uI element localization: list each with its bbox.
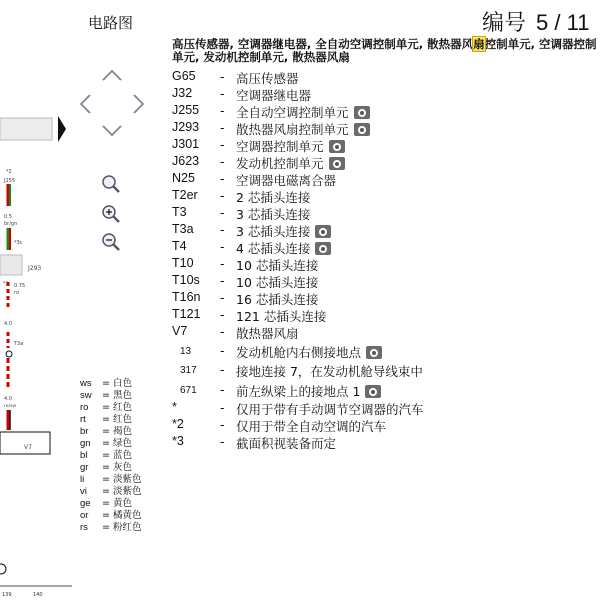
- color-legend-item: gr = 灰色: [80, 462, 132, 473]
- camera-icon[interactable]: [329, 157, 345, 170]
- legend-description: [236, 400, 424, 418]
- color-code: ge: [80, 498, 91, 509]
- legend-code: *2: [172, 417, 184, 431]
- legend-code: N25: [172, 171, 195, 185]
- ruler-label: 140: [33, 592, 43, 598]
- legend-row: [172, 86, 602, 103]
- color-legend-item: ro = 红色: [80, 402, 132, 413]
- legend-description: [236, 343, 382, 361]
- legend-code: T10s: [172, 273, 200, 287]
- diagram-label: T3a: [14, 341, 24, 347]
- legend-dash: -: [220, 343, 225, 358]
- legend-dash: -: [220, 171, 225, 186]
- color-legend-item: gn = 绿色: [80, 438, 132, 449]
- legend-row: [172, 256, 602, 273]
- color-name: 褐色: [112, 426, 132, 437]
- legend-row: [172, 307, 602, 324]
- legend-description: [236, 324, 299, 342]
- diagram-label: *3c: [14, 240, 23, 246]
- color-code: rs: [80, 522, 88, 533]
- search-highlight: 扇: [473, 37, 485, 51]
- legend-dash: -: [220, 205, 225, 220]
- page-number-value: 5 / 11: [536, 10, 590, 35]
- legend-code: J293: [172, 120, 200, 134]
- legend-row: [172, 400, 602, 417]
- color-name: 淡紫色: [112, 486, 142, 497]
- legend-description-text: 16 芯插头连接: [236, 292, 319, 307]
- legend-code: G65: [172, 69, 196, 83]
- diagram-label: *1: [3, 281, 9, 287]
- color-code: gr: [80, 462, 89, 473]
- ground-point-icon: [0, 564, 6, 574]
- legend-dash: -: [220, 188, 225, 203]
- color-legend-item: sw = 黑色: [80, 390, 132, 401]
- legend-code: J255: [172, 103, 200, 117]
- legend-description-text: 4 芯插头连接: [236, 241, 311, 256]
- color-code: gn: [80, 438, 91, 449]
- legend-description: [236, 69, 299, 87]
- color-legend-item: ws = 白色: [80, 378, 132, 389]
- legend-code: T10: [172, 256, 194, 270]
- color-code: ro: [80, 402, 89, 413]
- legend-row: [172, 239, 602, 256]
- color-legend-item: rt = 红色: [80, 414, 132, 425]
- legend-description-text: 10 芯插头连接: [236, 275, 319, 290]
- legend-description: [236, 171, 336, 189]
- camera-icon[interactable]: [365, 385, 381, 398]
- legend-dash: -: [220, 273, 225, 288]
- legend-row: [172, 434, 602, 451]
- diagram-label: J255: [4, 178, 16, 184]
- legend-code: 671: [180, 385, 197, 396]
- diagram-label: *2: [6, 169, 12, 175]
- color-legend-item: ge = 黄色: [80, 498, 132, 509]
- legend-description-text: 前左纵梁上的接地点 1: [236, 384, 361, 399]
- color-code: br: [80, 426, 89, 437]
- legend-description-text: 发动机控制单元: [236, 156, 324, 171]
- circuit-diagram[interactable]: [0, 110, 72, 600]
- legend-dash: -: [220, 307, 225, 322]
- legend-description: [236, 154, 345, 172]
- legend-description-text: 全自动空调控制单元: [236, 105, 349, 120]
- color-code: or: [80, 510, 89, 521]
- legend-description-text: 空调器电磁离合器: [236, 173, 337, 188]
- zoom-in-icon[interactable]: [101, 204, 121, 224]
- color-name: 粉红色: [112, 522, 142, 533]
- legend-description: [236, 290, 318, 308]
- legend-row: [172, 137, 602, 154]
- legend-dash: -: [220, 120, 225, 135]
- legend-code: *: [172, 400, 177, 414]
- legend-row: [172, 382, 602, 399]
- legend-dash: -: [220, 86, 225, 101]
- legend-row: [172, 290, 602, 307]
- legend-code: *3: [172, 434, 184, 448]
- legend-row: [172, 222, 602, 239]
- legend-dash: -: [220, 290, 225, 305]
- diagram-label: J293: [28, 265, 42, 272]
- legend-row: [172, 188, 602, 205]
- legend-dash: -: [220, 69, 225, 84]
- legend-row: [172, 69, 602, 86]
- page-number-label: 编号: [482, 11, 527, 36]
- legend-code: V7: [172, 324, 188, 338]
- legend-description: [236, 382, 381, 400]
- color-legend-item: li = 淡紫色: [80, 474, 142, 485]
- legend-description-text: 空调器继电器: [236, 88, 312, 103]
- color-name: 红色: [112, 414, 132, 425]
- color-code: bl: [80, 450, 88, 461]
- color-code: rt: [80, 414, 86, 425]
- page-number: [482, 6, 589, 37]
- legend-description: [236, 362, 423, 380]
- legend-description: [236, 434, 336, 452]
- legend-row: [172, 362, 602, 379]
- legend-dash: -: [220, 417, 225, 432]
- color-name: 红色: [112, 402, 132, 413]
- legend-row: [172, 343, 602, 360]
- legend-dash: -: [220, 324, 225, 339]
- legend-description: [236, 239, 331, 257]
- legend-row: [172, 120, 602, 137]
- legend-description-text: 3 芯插头连接: [236, 207, 311, 222]
- color-code: li: [80, 474, 85, 485]
- legend-row: [172, 417, 602, 434]
- legend-description: [236, 307, 326, 325]
- legend-dash: -: [220, 382, 225, 397]
- legend-description-text: 接地连接 7，在发动机舱导线束中: [236, 364, 423, 379]
- legend-description: [236, 256, 318, 274]
- legend-code: T16n: [172, 290, 201, 304]
- j293-module-box: [0, 255, 22, 275]
- color-code: sw: [80, 390, 92, 401]
- legend-description: [236, 205, 310, 223]
- diagram-label: V7: [24, 444, 32, 451]
- legend-row: [172, 324, 602, 341]
- color-legend-item: rs = 粉红色: [80, 522, 142, 533]
- color-name: 绿色: [112, 438, 132, 449]
- legend-dash: -: [220, 222, 225, 237]
- legend-code: 317: [180, 365, 197, 376]
- legend-description: [236, 120, 370, 138]
- color-legend-item: or = 橘黄色: [80, 510, 142, 521]
- legend-code: 13: [180, 346, 192, 357]
- legend-description-text: 高压传感器: [236, 71, 299, 86]
- legend-description: [236, 86, 311, 104]
- diagram-label: ro: [14, 290, 20, 296]
- legend-description: [236, 188, 310, 206]
- legend-row: [172, 205, 602, 222]
- color-legend-item: br = 褐色: [80, 426, 132, 437]
- legend-description-text: 2 芯插头连接: [236, 190, 311, 205]
- legend-description-text: 仅用于带有手动调节空调器的汽车: [236, 402, 424, 417]
- legend-code: T3: [172, 205, 187, 219]
- diagram-label: 4.0: [4, 396, 12, 402]
- legend-description-text: 空调器控制单元: [236, 139, 324, 154]
- legend-dash: -: [220, 154, 225, 169]
- camera-icon[interactable]: [354, 123, 370, 136]
- legend-dash: -: [220, 362, 225, 377]
- legend-row: [172, 273, 602, 290]
- legend-heading: 高压传感器, 空调器继电器, 全自动空调控制单元, 散热器风扇控制单元, 空调器控制单元, 发动机控制单元, 散热器风扇: [172, 37, 597, 64]
- legend-description-text: 仅用于带全自动空调的汽车: [236, 419, 387, 434]
- legend-description-text: 散热器风扇控制单元: [236, 122, 349, 137]
- color-name: 白色: [112, 378, 132, 389]
- legend-dash: -: [220, 239, 225, 254]
- legend-description-text: 截面积视装备而定: [236, 436, 337, 451]
- camera-icon[interactable]: [329, 140, 345, 153]
- camera-icon[interactable]: [366, 346, 382, 359]
- camera-icon[interactable]: [354, 106, 370, 119]
- pan-up-icon[interactable]: [101, 68, 123, 82]
- legend-description: [236, 137, 345, 155]
- diagram-component-box: [0, 118, 52, 140]
- legend-description-text: 发动机舱内右侧接地点: [236, 345, 362, 360]
- wire-color-legend: [80, 378, 142, 534]
- legend-description-text: 10 芯插头连接: [236, 258, 319, 273]
- color-name: 灰色: [112, 462, 132, 473]
- legend-description: [236, 103, 370, 121]
- legend-description: [236, 417, 386, 435]
- legend-description-text: 3 芯插头连接: [236, 224, 311, 239]
- legend-dash: -: [220, 400, 225, 415]
- color-name: 橘黄色: [112, 510, 142, 521]
- legend-row: [172, 171, 602, 188]
- page-title: 电路图: [88, 14, 134, 32]
- legend-dash: -: [220, 434, 225, 449]
- diagram-label: 4.0: [4, 321, 12, 327]
- color-name: 蓝色: [112, 450, 132, 461]
- diagram-label: 0.5: [4, 214, 12, 220]
- diagram-label: br/gn: [4, 221, 18, 227]
- color-name: 黑色: [112, 390, 132, 401]
- legend-description: [236, 222, 331, 240]
- color-name: 黄色: [112, 498, 132, 509]
- zoom-fit-icon[interactable]: [101, 174, 121, 194]
- diagram-label: 0.75: [14, 283, 26, 289]
- color-code: vi: [80, 486, 87, 497]
- legend-row: [172, 103, 602, 120]
- legend-code: J301: [172, 137, 200, 151]
- legend-row: [172, 154, 602, 171]
- legend-description: [236, 273, 318, 291]
- color-legend-item: bl = 蓝色: [80, 450, 132, 461]
- legend-code: T2er: [172, 188, 198, 202]
- legend-dash: -: [220, 256, 225, 271]
- legend-code: T121: [172, 307, 201, 321]
- color-legend-item: vi = 淡紫色: [80, 486, 142, 497]
- legend-description-text: 散热器风扇: [236, 326, 299, 341]
- pan-right-icon[interactable]: [132, 93, 146, 115]
- color-name: 淡紫色: [112, 474, 142, 485]
- legend-dash: -: [220, 103, 225, 118]
- ruler-label: 139: [2, 592, 12, 598]
- expand-arrow-icon[interactable]: [58, 116, 66, 142]
- zoom-out-icon[interactable]: [101, 232, 121, 252]
- legend-code: T4: [172, 239, 187, 253]
- camera-icon[interactable]: [315, 242, 331, 255]
- legend-code: J32: [172, 86, 193, 100]
- diagram-label: ro/sw: [4, 404, 17, 409]
- color-code: ws: [80, 378, 92, 389]
- legend-code: J623: [172, 154, 200, 168]
- camera-icon[interactable]: [315, 225, 331, 238]
- legend-description-text: 121 芯插头连接: [236, 309, 327, 324]
- legend-code: T3a: [172, 222, 194, 236]
- legend-dash: -: [220, 137, 225, 152]
- pan-left-icon[interactable]: [78, 93, 92, 115]
- pan-down-icon[interactable]: [101, 124, 123, 138]
